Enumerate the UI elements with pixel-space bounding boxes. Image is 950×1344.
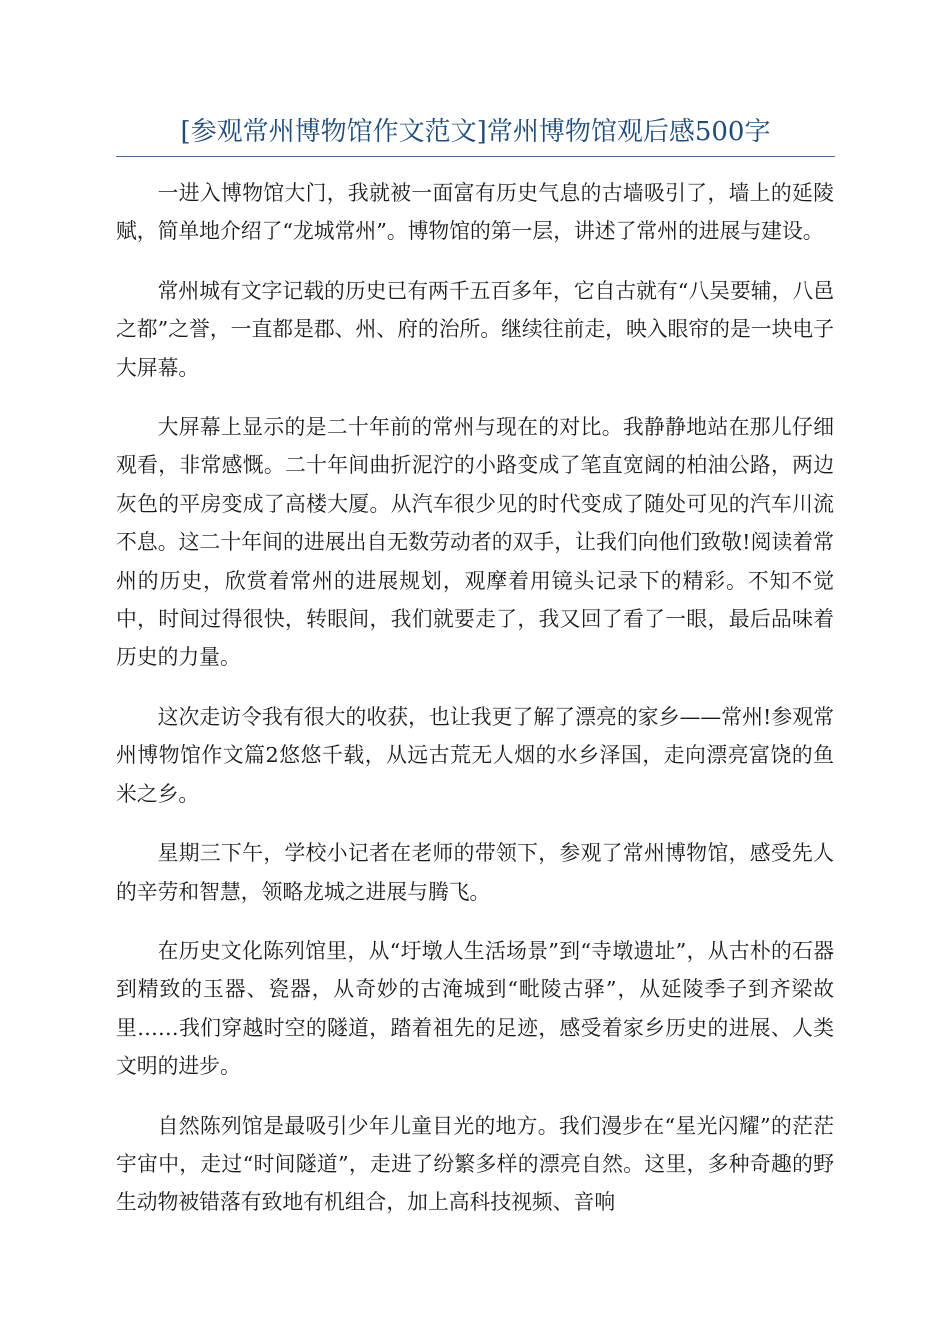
paragraph-1: 一进入博物馆大门，我就被一面富有历史气息的古墙吸引了，墙上的延陵赋，简单地介绍了“龙城常州”。博物馆的第一层，讲述了常州的进展与建设。 (116, 181, 834, 244)
paragraph-5: 星期三下午，学校小记者在老师的带领下，参观了常州博物馆，感受先人的辛劳和智慧，领略龙城之进展与腾飞。 (116, 841, 834, 904)
article-body (116, 174, 834, 1243)
paragraph-2: 常州城有文字记载的历史已有两千五百多年，它自古就有“八吴要辅，八邑之都”之誉，一直都是郡、州、府的治所。继续往前走，映入眼帘的是一块电子大屏幕。 (116, 278, 834, 380)
paragraph-7: 自然陈列馆是最吸引少年儿童目光的地方。我们漫步在“星光闪耀”的茫茫宇宙中，走过“时间隧道”，走进了纷繁多样的漂亮自然。这里，多种奇趣的野生动物被错落有致地有机组合，加上高科技视频、音响 (116, 1113, 834, 1215)
title-block (116, 112, 835, 157)
page-title: [参观常州博物馆作文范文]常州博物馆观后感500字 (180, 117, 771, 147)
paragraph-6: 在历史文化陈列馆里，从“圩墩人生活场景”到“寺墩遗址”，从古朴的石器到精致的玉器、瓷器，从奇妙的古淹城到“毗陵古驿”，从延陵季子到齐梁故里……我们穿越时空的隧道，踏着祖先的足迹，感受着家乡历史的进展、人类文明的进步。 (116, 938, 834, 1079)
paragraph-3: 大屏幕上显示的是二十年前的常州与现在的对比。我静静地站在那儿仔细观看，非常感慨。二十年间曲折泥泞的小路变成了笔直宽阔的柏油公路，两边灰色的平房变成了高楼大厦。从汽车很少见的时代变成了随处可见的汽车川流不息。这二十年间的进展出自无数劳动者的双手，让我们向他们致敬!阅读着常州的历史，欣赏着常州的进展规划，观摩着用镜头记录下的精彩。不知不觉中，时间过得很快，转眼间，我们就要走了，我又回了看了一眼，最后品味着历史的力量。 (116, 415, 834, 670)
paragraph-4: 这次走访令我有很大的收获，也让我更了解了漂亮的家乡——常州!参观常州博物馆作文篇2悠悠千载，从远古荒无人烟的水乡泽国，走向漂亮富饶的鱼米之乡。 (116, 704, 834, 806)
